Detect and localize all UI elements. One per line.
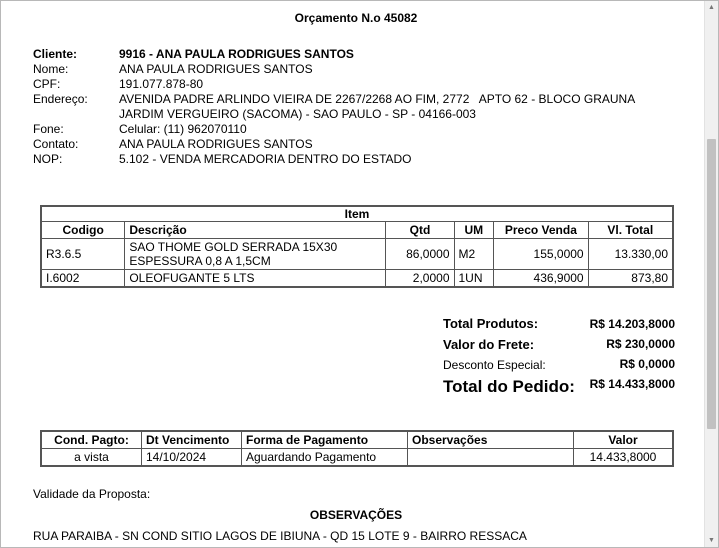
desconto-label: Desconto Especial: <box>443 358 546 372</box>
pay-vencimento: 14/10/2024 <box>142 449 242 467</box>
client-row <box>33 47 659 62</box>
contato-row <box>33 137 659 152</box>
scroll-down-arrow-icon[interactable]: ▼ <box>708 537 715 544</box>
item-qtd: 86,0000 <box>386 239 454 270</box>
col-total: Vl. Total <box>588 222 673 239</box>
col-descricao: Descrição <box>125 222 386 239</box>
desconto-row <box>443 356 675 376</box>
table-row <box>41 270 673 288</box>
cpf-value: 191.077.878-80 <box>119 77 204 91</box>
nome-row <box>33 62 659 77</box>
fone-row <box>33 122 659 137</box>
item-descricao: OLEOFUGANTE 5 LTS <box>125 270 386 288</box>
total-produtos-value: R$ 14.203,8000 <box>589 317 675 331</box>
observacoes-title: OBSERVAÇÕES <box>309 508 403 522</box>
contato-value: ANA PAULA RODRIGUES SANTOS <box>119 137 313 151</box>
item-preco: 436,9000 <box>494 270 588 288</box>
nop-value: 5.102 - VENDA MERCADORIA DENTRO DO ESTADO <box>119 152 412 166</box>
valor-frete-value: R$ 230,0000 <box>606 337 675 351</box>
item-desc-line2: ESPESSURA 0,8 A 1,5CM <box>129 254 271 268</box>
item-um: M2 <box>454 239 494 270</box>
endereco-line1: AVENIDA PADRE ARLINDO VIEIRA DE 2267/2268 AO FIM, 2772 APTO 62 - BLOCO GRAUNA <box>119 92 636 106</box>
endereco-label: Endereço: <box>33 92 88 106</box>
items-caption: Item <box>41 206 673 222</box>
fone-value: Celular: (11) 962070110 <box>119 122 247 136</box>
item-total: 13.330,00 <box>588 239 673 270</box>
total-produtos-label: Total Produtos: <box>443 316 539 331</box>
col-valor: Valor <box>574 431 674 449</box>
table-row <box>41 239 673 270</box>
endereco-line2: JARDIM VERGUEIRO (SACOMA) - SAO PAULO - SP - 04166-003 <box>119 107 476 121</box>
item-preco: 155,0000 <box>494 239 588 270</box>
client-info <box>33 47 659 167</box>
valor-frete-row <box>443 336 675 356</box>
cpf-row <box>33 77 659 92</box>
pay-cond: a vista <box>41 449 142 467</box>
cliente-label: Cliente: <box>33 47 78 61</box>
item-codigo: I.6002 <box>41 270 125 288</box>
item-um: 1UN <box>454 270 494 288</box>
endereco-row <box>33 92 659 122</box>
table-row <box>41 449 673 467</box>
page-title: Orçamento N.o 45082 <box>294 11 418 25</box>
vertical-scrollbar[interactable] <box>704 1 718 547</box>
nop-label: NOP: <box>33 152 63 166</box>
scrollbar-thumb[interactable] <box>707 139 716 429</box>
total-pedido-label: Total do Pedido: <box>443 377 575 396</box>
observacoes-text: RUA PARAIBA - SN COND SITIO LAGOS DE IBIUNA - QD 15 LOTE 9 - BAIRRO RESSACA <box>33 529 527 543</box>
pay-valor: 14.433,8000 <box>574 449 674 467</box>
valor-frete-label: Valor do Frete: <box>443 337 535 352</box>
item-total: 873,80 <box>588 270 673 288</box>
cpf-label: CPF: <box>33 77 61 91</box>
payment-header-row <box>41 431 673 449</box>
item-qtd: 2,0000 <box>386 270 454 288</box>
scroll-up-arrow-icon[interactable]: ▲ <box>708 4 715 11</box>
endereco-value <box>119 92 659 122</box>
col-um: UM <box>454 222 494 239</box>
col-cond-pagto: Cond. Pagto: <box>41 431 142 449</box>
item-desc-line1: SAO THOME GOLD SERRADA 15X30 <box>129 240 338 254</box>
items-header-row <box>41 222 673 239</box>
cliente-value: 9916 - ANA PAULA RODRIGUES SANTOS <box>119 47 354 61</box>
totals-block <box>443 316 675 402</box>
col-codigo: Codigo <box>41 222 125 239</box>
nop-row <box>33 152 659 167</box>
validity-label: Validade da Proposta: <box>33 487 151 501</box>
item-codigo: R3.6.5 <box>41 239 125 270</box>
fone-label: Fone: <box>33 122 64 136</box>
contato-label: Contato: <box>33 137 79 151</box>
payment-table <box>40 430 674 467</box>
total-pedido-row <box>443 376 675 402</box>
desconto-value: R$ 0,0000 <box>619 357 675 371</box>
nome-value: ANA PAULA RODRIGUES SANTOS <box>119 62 313 76</box>
col-qtd: Qtd <box>386 222 454 239</box>
items-table <box>40 205 674 288</box>
pay-forma: Aguardando Pagamento <box>242 449 408 467</box>
nome-label: Nome: <box>33 62 69 76</box>
total-produtos-row <box>443 316 675 336</box>
col-observacoes: Observações <box>408 431 574 449</box>
pay-obs <box>408 449 574 467</box>
total-pedido-value: R$ 14.433,8000 <box>589 377 675 391</box>
col-forma-pagamento: Forma de Pagamento <box>242 431 408 449</box>
col-preco: Preco Venda <box>494 222 588 239</box>
items-caption-row <box>41 206 673 222</box>
item-descricao <box>125 239 386 270</box>
col-dt-vencimento: Dt Vencimento <box>142 431 242 449</box>
